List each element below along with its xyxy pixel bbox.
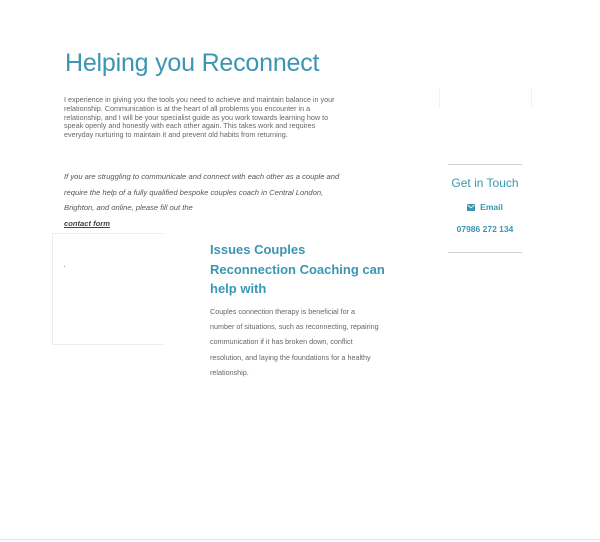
cta-paragraph: [64, 169, 349, 231]
email-link[interactable]: [448, 202, 522, 212]
issues-heading: Issues Couples Reconnection Coaching can help with: [210, 242, 385, 296]
intro-paragraph: I experience in giving you the tools you need to achieve and maintain balance in your relationship. Communication is at the heart of all problems you encounter in a relationship, and I will be your specialist guide as you work towards learning how to speak openly and honestly with each other again. This takes work and requires everyday nurturing to maintain it and prevent old habits from returning.: [64, 95, 335, 140]
footer-divider: [0, 539, 600, 540]
sidebar-widget-frame: [439, 88, 532, 108]
cta-text: If you are struggling to communicate and connect with each other as a couple and require the help of a fully qualified bespoke couples coach in Central London, Brighton, and online, please fill out the: [64, 172, 340, 213]
page-title: Helping you Reconnect: [65, 49, 320, 77]
image-broken-marker: [64, 266, 65, 267]
email-label: Email: [480, 202, 503, 212]
image-placeholder: [52, 233, 163, 345]
envelope-icon: [467, 204, 475, 211]
contact-title: Get in Touch: [451, 176, 519, 190]
phone-link[interactable]: 07986 272 134: [456, 224, 514, 234]
contact-form-link[interactable]: contact form: [64, 218, 110, 228]
issues-paragraph: Couples connection therapy is beneficial for a number of situations, such as reconnecting, repairing communication if it has broken down, conflict resolution, and laying the foundations for a healthy relationship.: [210, 307, 379, 377]
contact-widget: [448, 164, 522, 253]
